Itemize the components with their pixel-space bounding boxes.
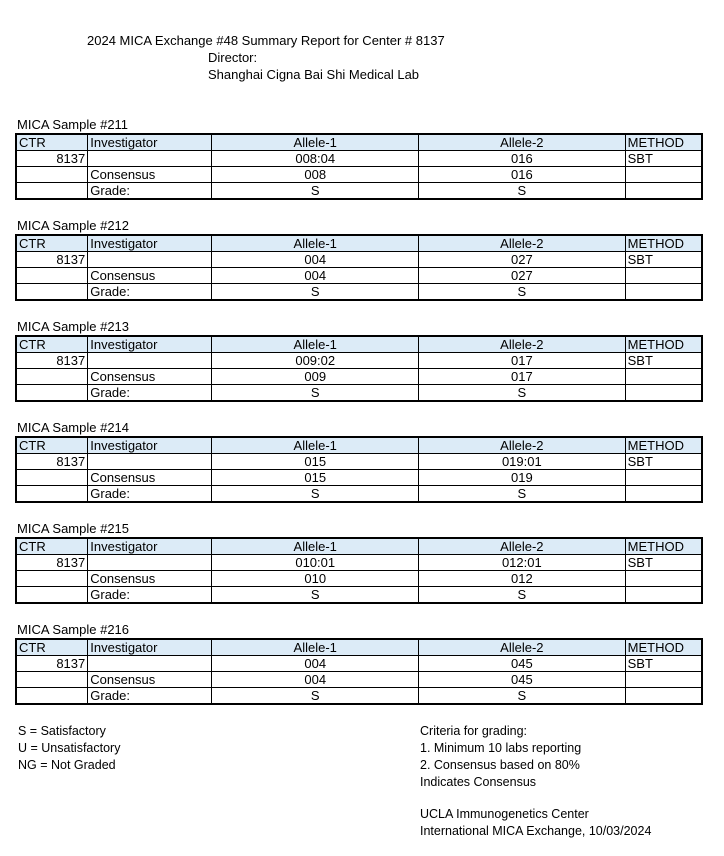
- table-row: [16, 151, 702, 167]
- cell-allele-2: S: [419, 183, 626, 200]
- cell-method: [625, 486, 702, 503]
- cell-allele-2: S: [419, 688, 626, 705]
- cell-allele-2: 027: [419, 268, 626, 284]
- cell-investigator: Consensus: [88, 571, 212, 587]
- table-header-row: [16, 538, 702, 555]
- cell-allele-1: 009: [212, 369, 419, 385]
- cell-allele-2: 017: [419, 353, 626, 369]
- cell-ctr: [16, 268, 88, 284]
- sample-label: MICA Sample #211: [17, 117, 129, 132]
- cell-method: [625, 587, 702, 604]
- cell-investigator: [88, 353, 212, 369]
- cell-allele-2: S: [419, 385, 626, 402]
- cell-method: [625, 183, 702, 200]
- cell-ctr: [16, 369, 88, 385]
- credits: [420, 806, 651, 840]
- cell-ctr: 8137: [16, 656, 88, 672]
- cell-method: [625, 688, 702, 705]
- table-row: [16, 571, 702, 587]
- credits-line: International MICA Exchange, 10/03/2024: [420, 824, 652, 838]
- lab-name: Shanghai Cigna Bai Shi Medical Lab: [208, 67, 420, 82]
- table-row: [16, 167, 702, 183]
- cell-allele-1: 004: [212, 656, 419, 672]
- cell-allele-1: 004: [212, 252, 419, 268]
- cell-allele-1: S: [212, 688, 419, 705]
- cell-method: [625, 385, 702, 402]
- sample-table: [15, 133, 703, 200]
- sample-table: [15, 638, 703, 705]
- cell-allele-1: 004: [212, 672, 419, 688]
- grade-legend: [18, 723, 120, 774]
- sample-table: [15, 537, 703, 604]
- cell-method: SBT: [625, 252, 702, 268]
- column-header-ctr: CTR: [16, 437, 88, 454]
- sample-label: MICA Sample #214: [17, 420, 130, 435]
- sample-block: [15, 218, 703, 301]
- sample-block: [15, 521, 703, 604]
- cell-ctr: [16, 571, 88, 587]
- cell-allele-1: S: [212, 385, 419, 402]
- table-row: [16, 688, 702, 705]
- column-header-allele-1: Allele-1: [212, 235, 419, 252]
- column-header-allele-1: Allele-1: [212, 639, 419, 656]
- cell-investigator: Grade:: [88, 587, 212, 604]
- report-title: 2024 MICA Exchange #48 Summary Report for Center # 8137: [87, 33, 445, 48]
- table-row: [16, 268, 702, 284]
- cell-allele-1: S: [212, 587, 419, 604]
- cell-ctr: 8137: [16, 151, 88, 167]
- cell-allele-2: 012:01: [419, 555, 626, 571]
- table-row: [16, 555, 702, 571]
- table-header-row: [16, 639, 702, 656]
- director-label: Director:: [208, 50, 258, 65]
- cell-allele-2: S: [419, 284, 626, 301]
- cell-allele-1: 009:02: [212, 353, 419, 369]
- column-header-allele-2: Allele-2: [419, 437, 626, 454]
- cell-allele-2: S: [419, 486, 626, 503]
- table-header-row: [16, 336, 702, 353]
- cell-allele-2: 045: [419, 656, 626, 672]
- cell-allele-1: 008:04: [212, 151, 419, 167]
- cell-allele-2: 016: [419, 151, 626, 167]
- cell-allele-2: 017: [419, 369, 626, 385]
- cell-ctr: [16, 284, 88, 301]
- legend-line: S = Satisfactory: [18, 724, 106, 738]
- table-row: [16, 252, 702, 268]
- cell-method: [625, 369, 702, 385]
- cell-investigator: Consensus: [88, 369, 212, 385]
- cell-allele-1: 015: [212, 470, 419, 486]
- table-header-row: [16, 235, 702, 252]
- column-header-ctr: CTR: [16, 235, 88, 252]
- cell-investigator: [88, 555, 212, 571]
- cell-method: SBT: [625, 353, 702, 369]
- column-header-allele-2: Allele-2: [419, 639, 626, 656]
- sample-block: [15, 420, 703, 503]
- column-header-ctr: CTR: [16, 639, 88, 656]
- column-header-investigator: Investigator: [88, 639, 212, 656]
- table-row: [16, 672, 702, 688]
- table-row: [16, 369, 702, 385]
- cell-method: SBT: [625, 151, 702, 167]
- cell-investigator: Consensus: [88, 672, 212, 688]
- cell-allele-2: 019:01: [419, 454, 626, 470]
- sample-table: [15, 335, 703, 402]
- legend-line: U = Unsatisfactory: [18, 741, 121, 755]
- table-row: [16, 470, 702, 486]
- cell-allele-2: 016: [419, 167, 626, 183]
- column-header-method: METHOD: [625, 538, 702, 555]
- column-header-ctr: CTR: [16, 538, 88, 555]
- table-row: [16, 587, 702, 604]
- cell-method: [625, 167, 702, 183]
- column-header-method: METHOD: [625, 235, 702, 252]
- sample-label: MICA Sample #215: [17, 521, 130, 536]
- cell-allele-1: 010: [212, 571, 419, 587]
- table-header-row: [16, 134, 702, 151]
- column-header-investigator: Investigator: [88, 336, 212, 353]
- sample-block: [15, 319, 703, 402]
- cell-method: SBT: [625, 555, 702, 571]
- cell-ctr: 8137: [16, 454, 88, 470]
- column-header-allele-2: Allele-2: [419, 336, 626, 353]
- column-header-investigator: Investigator: [88, 538, 212, 555]
- cell-method: [625, 672, 702, 688]
- cell-allele-2: S: [419, 587, 626, 604]
- cell-allele-2: 012: [419, 571, 626, 587]
- criteria-line: 2. Consensus based on 80%: [420, 758, 580, 772]
- criteria-line: Indicates Consensus: [420, 775, 537, 789]
- table-row: [16, 353, 702, 369]
- cell-investigator: [88, 454, 212, 470]
- column-header-investigator: Investigator: [88, 235, 212, 252]
- cell-investigator: Consensus: [88, 167, 212, 183]
- column-header-ctr: CTR: [16, 336, 88, 353]
- table-row: [16, 385, 702, 402]
- sample-table: [15, 436, 703, 503]
- sample-label: MICA Sample #213: [17, 319, 130, 334]
- cell-method: [625, 470, 702, 486]
- cell-investigator: Grade:: [88, 284, 212, 301]
- sample-block: [15, 117, 703, 200]
- cell-ctr: [16, 672, 88, 688]
- table-header-row: [16, 437, 702, 454]
- column-header-investigator: Investigator: [88, 437, 212, 454]
- cell-ctr: [16, 486, 88, 503]
- cell-investigator: Consensus: [88, 268, 212, 284]
- table-row: [16, 656, 702, 672]
- column-header-investigator: Investigator: [88, 134, 212, 151]
- cell-ctr: [16, 587, 88, 604]
- cell-allele-1: 015: [212, 454, 419, 470]
- grading-criteria: [420, 723, 581, 791]
- cell-investigator: Grade:: [88, 385, 212, 402]
- sample-table: [15, 234, 703, 301]
- cell-method: [625, 571, 702, 587]
- table-row: [16, 284, 702, 301]
- cell-allele-1: 004: [212, 268, 419, 284]
- column-header-method: METHOD: [625, 336, 702, 353]
- column-header-allele-2: Allele-2: [419, 538, 626, 555]
- cell-ctr: [16, 385, 88, 402]
- cell-method: [625, 284, 702, 301]
- cell-ctr: 8137: [16, 252, 88, 268]
- sample-label: MICA Sample #216: [17, 622, 130, 637]
- column-header-method: METHOD: [625, 134, 702, 151]
- cell-investigator: [88, 151, 212, 167]
- cell-allele-2: 045: [419, 672, 626, 688]
- cell-investigator: Grade:: [88, 183, 212, 200]
- table-row: [16, 454, 702, 470]
- column-header-allele-2: Allele-2: [419, 134, 626, 151]
- cell-method: SBT: [625, 656, 702, 672]
- cell-investigator: [88, 252, 212, 268]
- cell-allele-1: 010:01: [212, 555, 419, 571]
- cell-allele-2: 019: [419, 470, 626, 486]
- column-header-allele-1: Allele-1: [212, 336, 419, 353]
- cell-allele-1: S: [212, 284, 419, 301]
- cell-ctr: [16, 470, 88, 486]
- cell-ctr: [16, 688, 88, 705]
- cell-investigator: Grade:: [88, 486, 212, 503]
- sample-block: [15, 622, 703, 705]
- column-header-allele-1: Allele-1: [212, 538, 419, 555]
- column-header-allele-2: Allele-2: [419, 235, 626, 252]
- column-header-allele-1: Allele-1: [212, 437, 419, 454]
- cell-allele-1: S: [212, 183, 419, 200]
- cell-allele-1: S: [212, 486, 419, 503]
- cell-investigator: Consensus: [88, 470, 212, 486]
- column-header-method: METHOD: [625, 437, 702, 454]
- legend-line: NG = Not Graded: [18, 758, 116, 772]
- cell-allele-2: 027: [419, 252, 626, 268]
- cell-method: [625, 268, 702, 284]
- cell-ctr: 8137: [16, 555, 88, 571]
- column-header-allele-1: Allele-1: [212, 134, 419, 151]
- criteria-line: 1. Minimum 10 labs reporting: [420, 741, 582, 755]
- cell-method: SBT: [625, 454, 702, 470]
- column-header-method: METHOD: [625, 639, 702, 656]
- column-header-ctr: CTR: [16, 134, 88, 151]
- cell-ctr: 8137: [16, 353, 88, 369]
- credits-line: UCLA Immunogenetics Center: [420, 807, 589, 821]
- table-row: [16, 183, 702, 200]
- cell-allele-1: 008: [212, 167, 419, 183]
- cell-ctr: [16, 183, 88, 200]
- table-row: [16, 486, 702, 503]
- cell-ctr: [16, 167, 88, 183]
- sample-label: MICA Sample #212: [17, 218, 130, 233]
- cell-investigator: Grade:: [88, 688, 212, 705]
- criteria-line: Criteria for grading:: [420, 724, 527, 738]
- cell-investigator: [88, 656, 212, 672]
